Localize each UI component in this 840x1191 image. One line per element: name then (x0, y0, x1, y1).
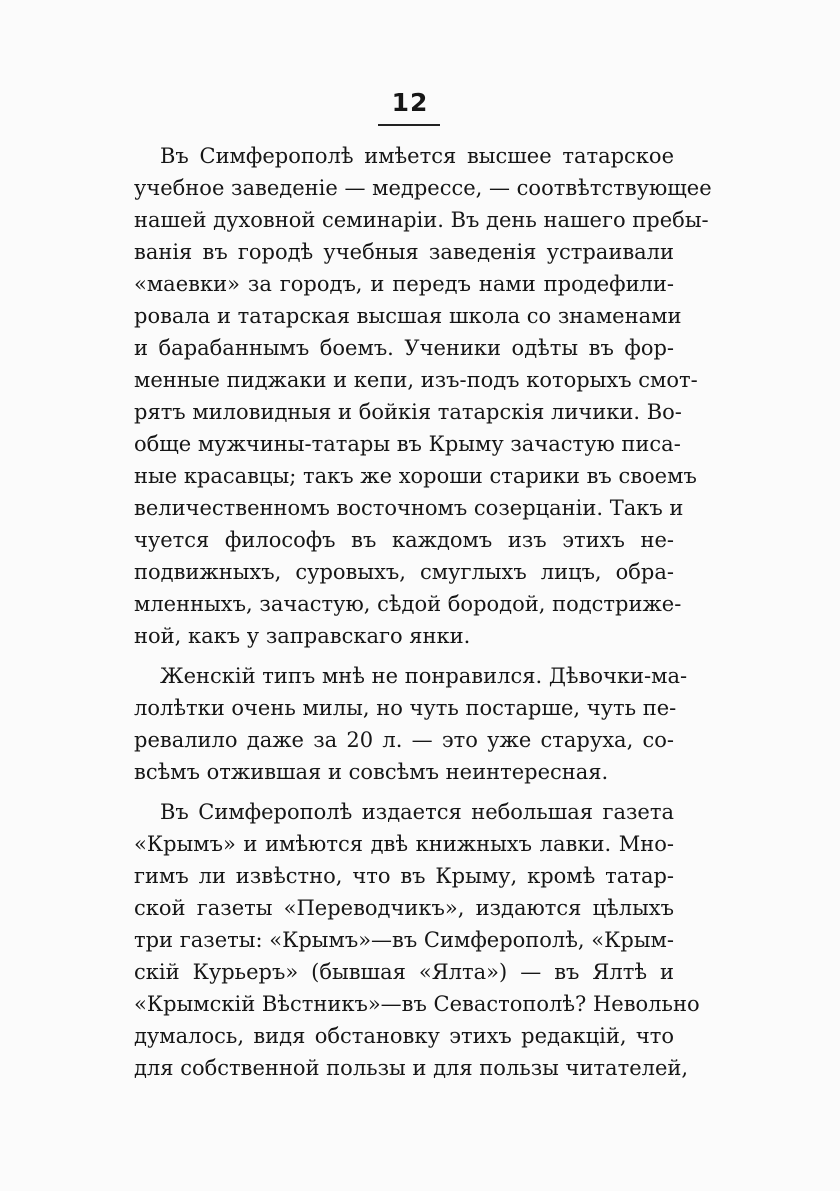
text-line: ревалило даже за 20 л. — это уже старуха, со- (134, 728, 674, 752)
text-line: рятъ миловидныя и бойкія татарскія личики. Во- (134, 400, 682, 424)
text-line: обще мужчины-татары въ Крыму зачастую писа- (134, 432, 681, 456)
text-line: три газеты: «Крымъ»—въ Симферополѣ, «Крым- (134, 928, 674, 952)
page-number: 12 (391, 88, 429, 117)
text-line: для собственной пользы и для пользы читателей, (134, 1056, 689, 1080)
text-line: «Крымъ» и имѣются двѣ книжныхъ лавки. Мно- (134, 832, 674, 856)
text-line: скій Курьеръ» (бывшая «Ялта») — въ Ялтѣ и (134, 960, 674, 984)
text-line: величественномъ восточномъ созерцаніи. Такъ и (134, 496, 684, 520)
paragraph-1 (134, 140, 712, 652)
text-line: учебное заведеніе — медрессе, — соотвѣтствующее (134, 176, 712, 200)
body-text (134, 140, 712, 1084)
text-line: подвижныхъ, суровыхъ, смуглыхъ лицъ, обра- (134, 560, 674, 584)
text-line: ванія въ городѣ учебныя заведенія устраивали (134, 240, 674, 264)
text-line: «Крымскій Вѣстникъ»—въ Севастополѣ? Невольно (134, 992, 700, 1016)
text-line: гимъ ли извѣстно, что въ Крыму, кромѣ татар- (134, 864, 674, 888)
paragraph-3 (134, 796, 700, 1084)
text-line: лолѣтки очень милы, но чуть постарше, чуть пе- (134, 696, 677, 720)
text-line: думалось, видя обстановку этихъ редакцій, что (134, 1024, 674, 1048)
text-line: ровала и татарская высшая школа со знаменами (134, 304, 682, 328)
text-line: «маевки» за городъ, и передъ нами продефили- (134, 272, 674, 296)
text-line: Женскій типъ мнѣ не понравился. Дѣвочки-ма- (160, 664, 688, 688)
text-line: ной, какъ у заправскаго янки. (134, 624, 471, 648)
text-line: менные пиджаки и кепи, изъ-подъ которыхъ смот- (134, 368, 698, 392)
page-number-rule (378, 124, 440, 126)
text-line: Въ Симферополѣ издается небольшая газета (160, 800, 674, 824)
text-line: ные красавцы; такъ же хороши старики въ своемъ (134, 464, 697, 488)
text-line: чуется философъ въ каждомъ изъ этихъ не- (134, 528, 674, 552)
text-line: ской газеты «Переводчикъ», издаются цѣлыхъ (134, 896, 674, 920)
text-line: нашей духовной семинаріи. Въ день нашего пребы- (134, 208, 709, 232)
text-line: всѣмъ отжившая и совсѣмъ неинтересная. (134, 760, 609, 784)
paragraph-gap (134, 652, 674, 660)
text-line: и барабаннымъ боемъ. Ученики одѣты въ фор- (134, 336, 674, 360)
text-line: Въ Симферополѣ имѣется высшее татарское (160, 144, 674, 168)
paragraph-2 (134, 660, 688, 788)
text-line: мленныхъ, зачастую, сѣдой бородой, подстриже- (134, 592, 682, 616)
paragraph-gap (134, 788, 674, 796)
